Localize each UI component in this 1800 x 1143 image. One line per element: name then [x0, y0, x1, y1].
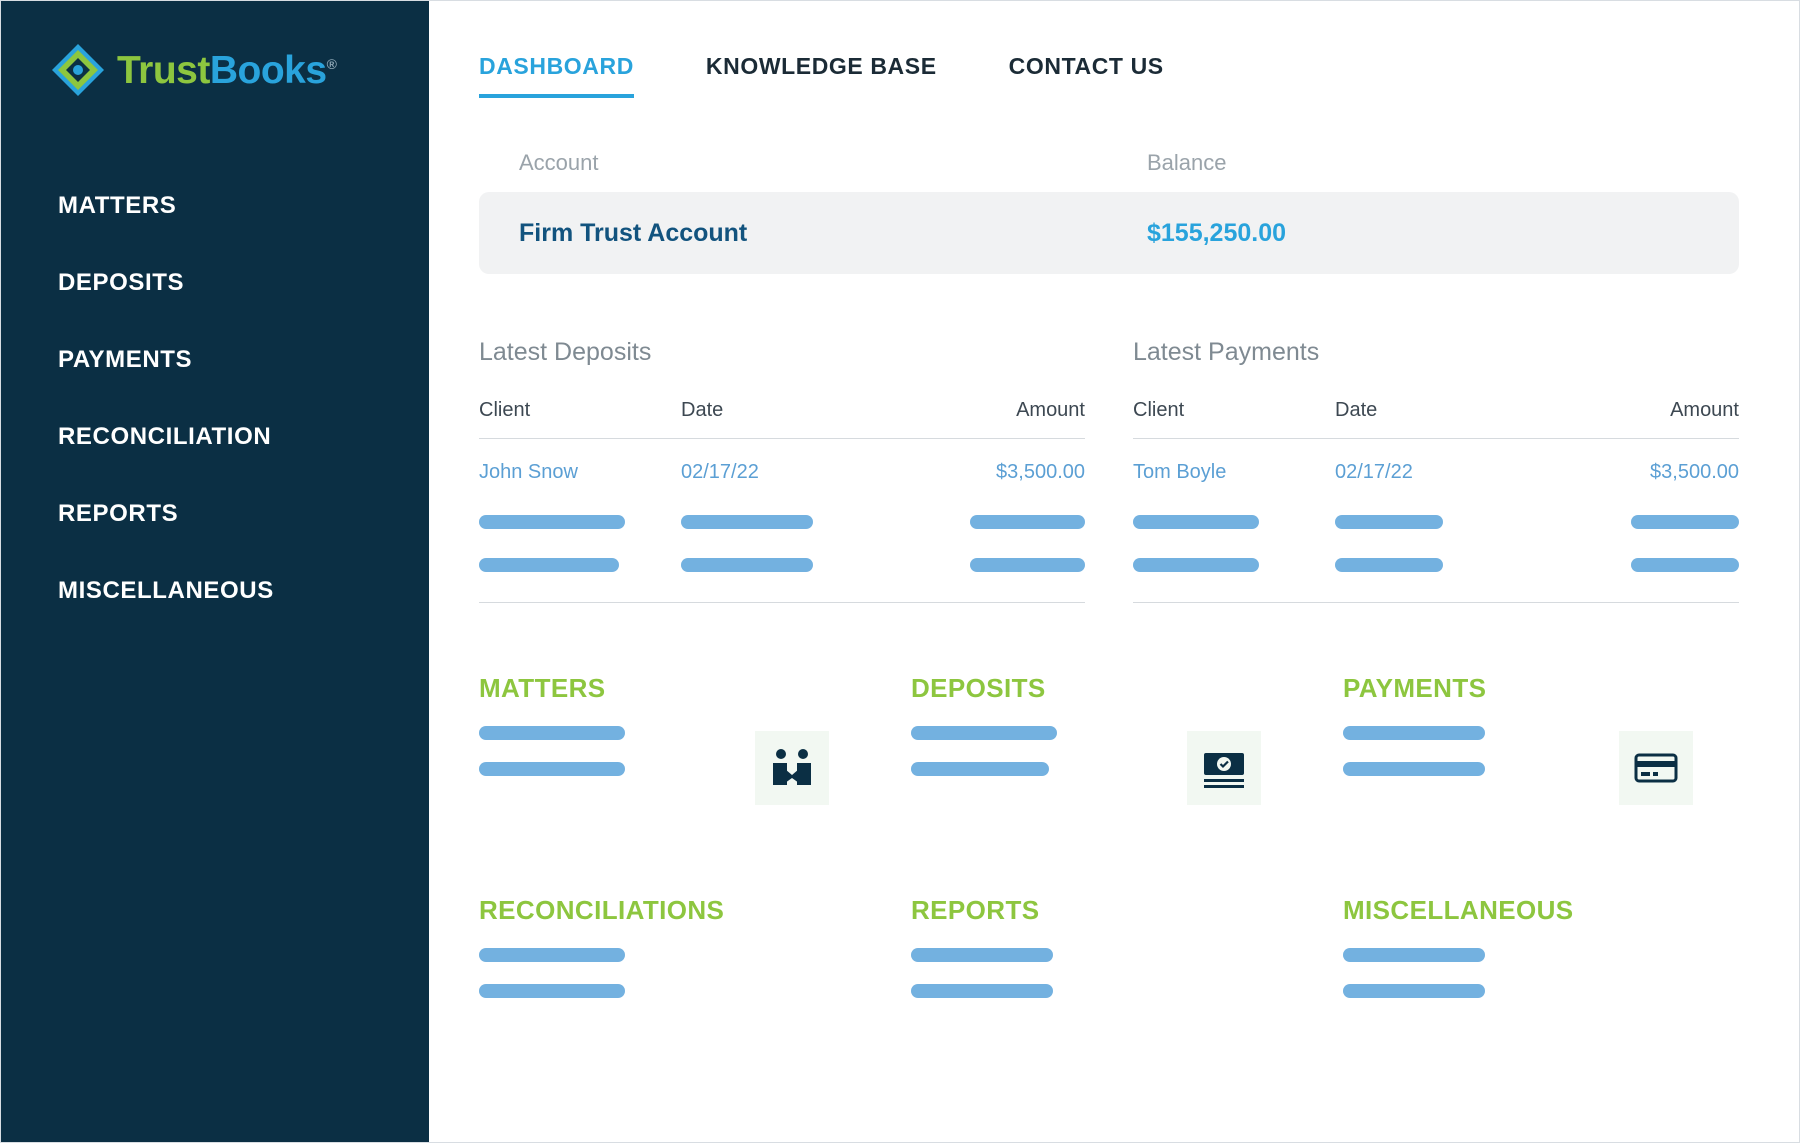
brand-registered-mark: ® — [326, 55, 337, 72]
placeholder-bar — [681, 558, 813, 572]
latest-deposits-panel — [479, 338, 1085, 603]
brand-name-part2: Books — [209, 48, 327, 92]
placeholder-cell — [681, 545, 883, 603]
deposits-col-date: Date — [681, 399, 883, 439]
sidebar-item-payments[interactable]: PAYMENTS — [58, 346, 193, 373]
placeholder-bar — [1343, 948, 1485, 962]
placeholder-cell — [883, 502, 1085, 545]
placeholder-bar — [1631, 558, 1739, 572]
tab-dashboard[interactable]: DASHBOARD — [479, 53, 634, 98]
latest-deposits-title: Latest Deposits — [479, 338, 652, 366]
card-reconciliations[interactable] — [479, 895, 875, 1055]
placeholder-cell — [1133, 502, 1335, 545]
placeholder-cell — [1537, 545, 1739, 603]
shortcut-cards — [479, 673, 1739, 1055]
placeholder-bar — [970, 515, 1085, 529]
account-name[interactable]: Firm Trust Account — [519, 218, 748, 247]
payments-col-date: Date — [1335, 399, 1537, 439]
placeholder-bar — [1343, 762, 1485, 776]
card-miscellaneous[interactable] — [1343, 895, 1739, 1055]
placeholder-bar — [1133, 558, 1259, 572]
deposits-col-amount: Amount — [883, 399, 1085, 439]
placeholder-bar — [479, 558, 619, 572]
card-title: PAYMENTS — [1343, 673, 1487, 703]
placeholder-bar — [970, 558, 1085, 572]
card-deposits[interactable] — [911, 673, 1307, 833]
placeholder-cell — [1335, 502, 1537, 545]
sidebar-nav — [1, 167, 429, 629]
placeholder-bar — [911, 726, 1057, 740]
payment-amount: $3,500.00 — [1650, 461, 1739, 483]
placeholder-bar — [681, 515, 813, 529]
latest-payments-table — [1133, 399, 1739, 603]
placeholder-bar — [479, 515, 625, 529]
payment-date: 02/17/22 — [1335, 461, 1413, 483]
table-row[interactable] — [479, 439, 1085, 503]
placeholder-bar — [1343, 984, 1485, 998]
sidebar-item-reconciliation[interactable]: RECONCILIATION — [58, 423, 272, 450]
placeholder-bar — [479, 726, 625, 740]
card-title: DEPOSITS — [911, 673, 1046, 703]
table-row-placeholder — [479, 502, 1085, 545]
balance-column-header: Balance — [1147, 150, 1227, 175]
sidebar-item-miscellaneous[interactable]: MISCELLANEOUS — [58, 577, 274, 604]
placeholder-cell — [479, 545, 681, 603]
placeholder-cell — [479, 502, 681, 545]
placeholder-bar — [911, 762, 1049, 776]
card-matters[interactable] — [479, 673, 875, 833]
placeholder-bar — [479, 762, 625, 776]
sidebar — [1, 1, 429, 1142]
payments-col-amount: Amount — [1537, 399, 1739, 439]
tab-contact-us[interactable]: CONTACT US — [1008, 53, 1164, 79]
table-header-row — [1133, 399, 1739, 439]
placeholder-bar — [479, 984, 625, 998]
placeholder-cell — [1537, 502, 1739, 545]
card-title: MATTERS — [479, 673, 606, 703]
placeholder-bar — [1133, 515, 1259, 529]
placeholder-bar — [479, 948, 625, 962]
payments-col-client: Client — [1133, 399, 1335, 439]
deposits-col-client: Client — [479, 399, 681, 439]
brand-name-part1: Trust — [117, 48, 210, 92]
sidebar-item-reports[interactable]: REPORTS — [58, 500, 179, 527]
sidebar-item-matters[interactable]: MATTERS — [58, 192, 177, 219]
placeholder-cell — [1133, 545, 1335, 603]
latest-panels — [479, 338, 1739, 603]
main-content — [429, 1, 1799, 1142]
table-row-placeholder — [1133, 502, 1739, 545]
placeholder-cell — [681, 502, 883, 545]
card-reports[interactable] — [911, 895, 1307, 1055]
deposit-date: 02/17/22 — [681, 461, 759, 483]
account-row[interactable] — [479, 192, 1739, 274]
brand-name — [117, 48, 337, 92]
latest-deposits-table — [479, 399, 1085, 603]
diamond-logo-icon — [51, 43, 105, 97]
latest-payments-panel — [1133, 338, 1739, 603]
payment-client[interactable]: Tom Boyle — [1133, 461, 1227, 483]
card-title: REPORTS — [911, 895, 1040, 925]
account-balance: $155,250.00 — [1147, 218, 1287, 247]
card-title: RECONCILIATIONS — [479, 895, 725, 925]
latest-payments-title: Latest Payments — [1133, 338, 1320, 366]
placeholder-bar — [911, 984, 1053, 998]
account-column-header: Account — [519, 150, 599, 175]
card-title: MISCELLANEOUS — [1343, 895, 1574, 925]
table-row[interactable] — [1133, 439, 1739, 503]
placeholder-bar — [1631, 515, 1739, 529]
brand-logo[interactable] — [1, 43, 429, 97]
credit-card-icon — [1619, 731, 1693, 805]
cash-check-icon — [1187, 731, 1261, 805]
table-row-placeholder — [479, 545, 1085, 603]
placeholder-bar — [1335, 558, 1443, 572]
deposit-amount: $3,500.00 — [996, 461, 1085, 483]
placeholder-bar — [911, 948, 1053, 962]
table-row-placeholder — [1133, 545, 1739, 603]
top-tabs — [479, 53, 1739, 98]
placeholder-cell — [883, 545, 1085, 603]
deposit-client[interactable]: John Snow — [479, 461, 578, 483]
tab-knowledge-base[interactable]: KNOWLEDGE BASE — [705, 53, 937, 79]
placeholder-bar — [1335, 515, 1443, 529]
placeholder-bar — [1343, 726, 1485, 740]
sidebar-item-deposits[interactable]: DEPOSITS — [58, 269, 185, 296]
table-header-row — [479, 399, 1085, 439]
card-payments[interactable] — [1343, 673, 1739, 833]
account-table-header — [479, 150, 1739, 176]
handshake-icon — [755, 731, 829, 805]
placeholder-cell — [1335, 545, 1537, 603]
